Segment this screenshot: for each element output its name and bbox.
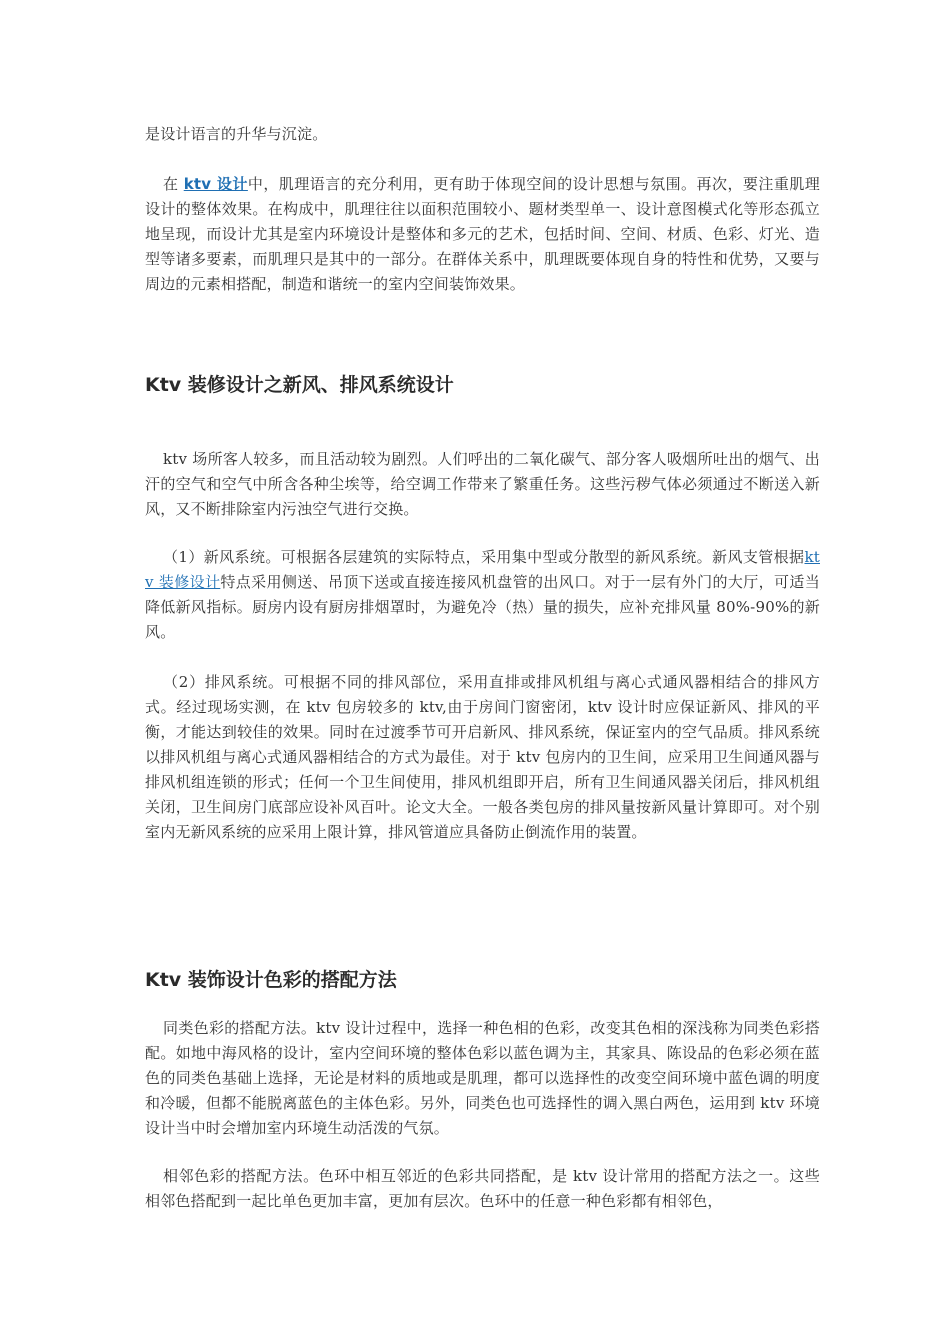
- adjacent-color-paragraph: 相邻色彩的搭配方法。色环中相互邻近的色彩共同搭配，是 ktv 设计常用的搭配方法之一。这些相邻色搭配到一起比单色更加丰富，更加有层次。色环中的任意一种色彩都有相邻色，: [145, 1167, 820, 1210]
- fresh-air-paragraph: [145, 545, 820, 645]
- ktv-design-link[interactable]: ktv 设计: [183, 175, 248, 193]
- texture-paragraph: [145, 172, 820, 297]
- fresh-air-paragraph-post: 特点采用侧送、吊顶下送或直接连接风机盘管的出风口。对于一层有外门的大厅，可适当降低新风指标。厨房内设有厨房排烟罩时，为避免冷（热）量的损失，应补充排风量 80%-90%的新风。: [145, 573, 820, 641]
- texture-paragraph-pre: 在: [163, 175, 184, 193]
- section-heading-ventilation: Ktv 装修设计之新风、排风系统设计: [145, 374, 454, 396]
- section-heading-color: Ktv 装饰设计色彩的搭配方法: [145, 969, 397, 991]
- intro-tail-paragraph: [145, 122, 820, 147]
- fresh-air-paragraph-pre: （1）新风系统。可根据各层建筑的实际特点，采用集中型或分散型的新风系统。新风支管根据: [163, 548, 805, 566]
- similar-color-paragraph: 同类色彩的搭配方法。ktv 设计过程中，选择一种色相的色彩，改变其色相的深浅称为同类色彩搭配。如地中海风格的设计，室内空间环境的整体色彩以蓝色调为主，其家具、陈设品的色彩必须在蓝色的同类色基础上选择，无论是材料的质地或是肌理，都可以选择性的改变空间环境中蓝色调的明度和冷暖，但都不能脱离蓝色的主体色彩。另外，同类色也可选择性的调入黑白两色，运用到 ktv 环境设计当中时会增加室内环境生动活泼的气氛。: [145, 1019, 820, 1137]
- texture-paragraph-post: 中，肌理语言的充分利用，更有助于体现空间的设计思想与氛围。再次，要注重肌理设计的整体效果。在构成中，肌理往往以面积范围较小、题材类型单一、设计意图模式化等形态孤立地呈现，而设计尤其是室内环境设计是整体和多元的艺术，包括时间、空间、材质、色彩、灯光、造型等诸多要素，而肌理只是其中的一部分。在群体关系中，肌理既要体现自身的特性和优势，又要与周边的元素相搭配，制造和谐统一的室内空间装饰效果。: [145, 175, 820, 293]
- exhaust-paragraph: （2）排风系统。可根据不同的排风部位，采用直排或排风机组与离心式通风器相结合的排风方式。经过现场实测，在 ktv 包房较多的 ktv,由于房间门窗密闭，ktv 设计时应保证新风、排风的平衡，才能达到较佳的效果。同时在过渡季节可开启新风、排风系统，保证室内的空气品质。排风系统以排风机组与离心式通风器相结合的方式为最佳。对于 ktv 包房内的卫生间，应采用卫生间通风器与排风机组连锁的形式；任何一个卫生间使用，排风机组即开启，所有卫生间通风器关闭后，排风机组关闭，卫生间房门底部应设补风百叶。论文大全。一般各类包房的排风量按新风量计算即可。对个别室内无新风系统的应采用上限计算，排风管道应具备防止倒流作用的装置。: [145, 673, 820, 841]
- ktv-decoration-design-link[interactable]: ktv 装修设计: [145, 548, 820, 591]
- ventilation-intro-paragraph: ktv 场所客人较多，而且活动较为剧烈。人们呼出的二氧化碳气、部分客人吸烟所吐出的烟气、出汗的空气和空气中所含各种尘埃等，给空调工作带来了繁重任务。这些污秽气体必须通过不断送入新风，又不断排除室内污浊空气进行交换。: [145, 450, 820, 518]
- intro-tail-text: 是设计语言的升华与沉淀。: [145, 125, 328, 143]
